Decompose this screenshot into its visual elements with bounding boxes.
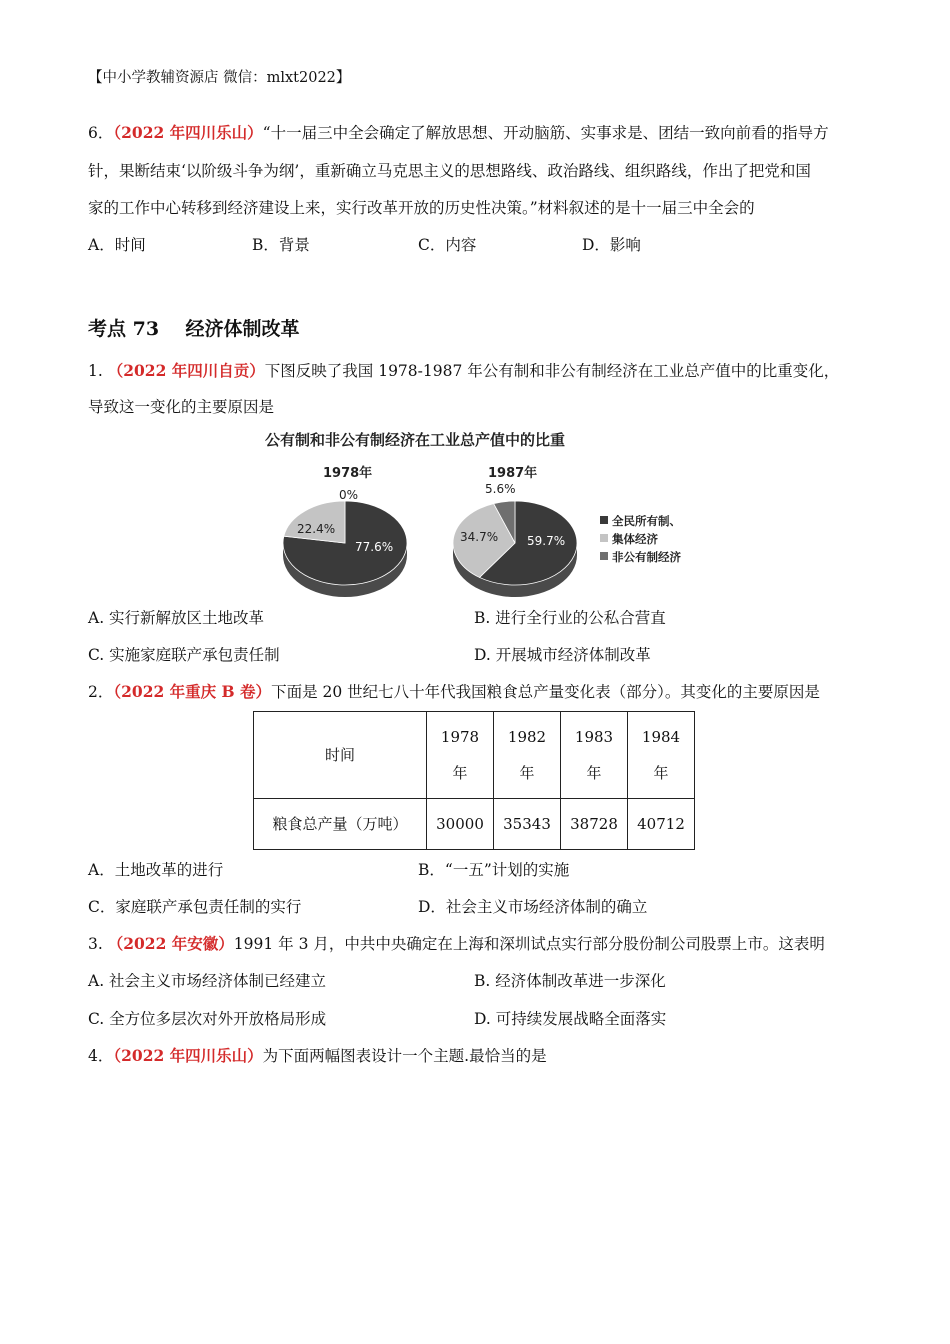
- table-year-cell: 1982 年: [494, 712, 561, 799]
- pie-chart-figure: [255, 425, 700, 605]
- table-cell: 40712: [628, 799, 695, 850]
- pie-value-label: 0%: [339, 488, 359, 502]
- question-source: （2022 年安徽）: [107, 934, 234, 953]
- pie-value-label: 5.6%: [485, 482, 516, 496]
- chart-title: 公有制和非公有制经济在工业总产值中的比重: [265, 431, 566, 449]
- option-a[interactable]: A. 实行新解放区土地改革: [88, 609, 265, 627]
- question-text: 为下面两幅图表设计一个主题.最恰当的是: [262, 1047, 547, 1065]
- question-6-line-1: [88, 123, 829, 143]
- question-number: 6．: [88, 124, 114, 142]
- question-number: 1.: [88, 362, 103, 380]
- pie-value-label: 22.4%: [297, 522, 336, 536]
- question-number: 2．: [88, 683, 114, 701]
- section-heading: 考点 73 经济体制改革: [88, 318, 300, 340]
- pie-value-label: 77.6%: [355, 540, 394, 554]
- table-cell: 38728: [561, 799, 628, 850]
- legend-label: 全民所有制、: [612, 514, 681, 528]
- legend-swatch: [600, 516, 608, 524]
- table-year-cell: 1983 年: [561, 712, 628, 799]
- option-c[interactable]: C. 全方位多层次对外开放格局形成: [88, 1010, 327, 1028]
- pie-year-label: 1987年: [488, 466, 538, 481]
- question-number: 4．: [88, 1047, 114, 1065]
- option-c[interactable]: C．内容: [418, 236, 477, 254]
- question-4-stem: [88, 1046, 547, 1066]
- question-text: 下图反映了我国 1978-1987 年公有制和非公有制经济在工业总产值中的比重变化，: [264, 362, 840, 380]
- pie-chart: [255, 425, 700, 605]
- question-1-line-2: 导致这一变化的主要原因是: [88, 398, 275, 416]
- question-1-line-1: [88, 361, 839, 381]
- table-year-cell: 1978 年: [427, 712, 494, 799]
- option-d[interactable]: D. 开展城市经济体制改革: [474, 646, 651, 664]
- question-text: 1991 年 3 月，中共中央确定在上海和深圳试点实行部分股份制公司股票上市。这表明: [233, 935, 825, 953]
- legend-label: 非公有制经济: [612, 550, 681, 564]
- option-b[interactable]: B. 进行全行业的公私合营直: [474, 609, 666, 627]
- table-cell: 35343: [494, 799, 561, 850]
- question-3-stem: [88, 934, 825, 954]
- option-c[interactable]: C．家庭联产承包责任制的实行: [88, 898, 302, 916]
- option-b[interactable]: B．背景: [252, 236, 310, 254]
- table-row: [254, 799, 695, 850]
- question-6-line-3: 家的工作中心转移到经济建设上来，实行改革开放的历史性决策。”材料叙述的是十一届三中全会的: [88, 199, 755, 217]
- pie-value-label: 34.7%: [460, 530, 499, 544]
- legend-swatch: [600, 534, 608, 542]
- table-header-cell: 时间: [254, 712, 427, 799]
- legend-swatch: [600, 552, 608, 560]
- question-text: “十一届三中全会确定了解放思想、开动脑筋、实事求是、团结一致向前看的指导方: [262, 124, 829, 142]
- page-header: 【中小学教辅资源店 微信：mlxt2022】: [88, 70, 351, 86]
- option-d[interactable]: D．影响: [582, 236, 641, 254]
- question-2-stem: [88, 682, 820, 702]
- option-c[interactable]: C. 实施家庭联产承包责任制: [88, 646, 280, 664]
- option-b[interactable]: B. 经济体制改革进一步深化: [474, 972, 666, 990]
- option-d[interactable]: D. 可持续发展战略全面落实: [474, 1010, 667, 1028]
- question-source: （2022 年四川乐山）: [113, 1046, 263, 1065]
- question-6-line-2: 针，果断结束‘以阶级斗争为纲’，重新确立马克思主义的思想路线、政治路线、组织路线，作出了把党和国: [88, 162, 811, 180]
- pie-year-label: 1978年: [323, 466, 373, 481]
- question-source: （2022 年四川乐山）: [113, 123, 263, 142]
- question-number: 3.: [88, 935, 103, 953]
- option-d[interactable]: D．社会主义市场经济体制的确立: [418, 898, 648, 916]
- legend-label: 集体经济: [612, 532, 658, 546]
- question-text: 下面是 20 世纪七八十年代我国粮食总产量变化表（部分）。其变化的主要原因是: [271, 683, 820, 701]
- option-a[interactable]: A．土地改革的进行: [88, 861, 224, 879]
- option-b[interactable]: B．“一五”计划的实施: [418, 861, 570, 879]
- pie-value-label: 59.7%: [527, 534, 566, 548]
- table-cell: 30000: [427, 799, 494, 850]
- table-year-cell: 1984 年: [628, 712, 695, 799]
- option-a[interactable]: A. 社会主义市场经济体制已经建立: [88, 972, 327, 990]
- question-source: （2022 年四川自贡）: [107, 361, 265, 380]
- grain-output-table: [253, 711, 695, 850]
- question-source: （2022 年重庆 B 卷）: [113, 682, 272, 701]
- table-row-label: 粮食总产量（万吨）: [254, 799, 427, 850]
- table-header-row: [254, 712, 695, 799]
- option-a[interactable]: A．时间: [88, 236, 146, 254]
